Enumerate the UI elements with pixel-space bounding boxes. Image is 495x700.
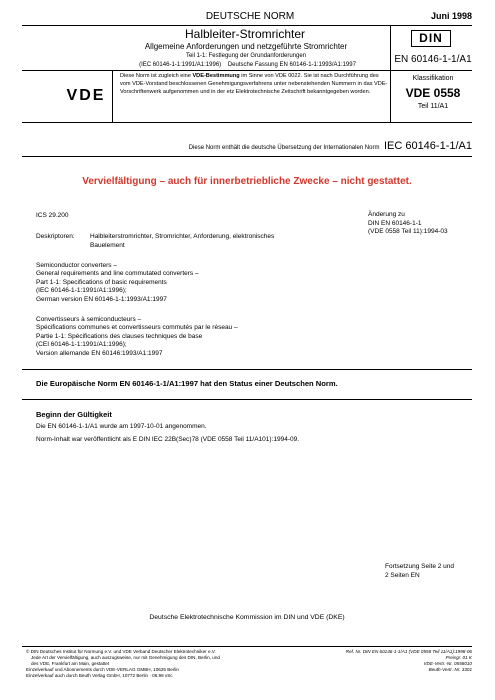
vde-notice-prefix: Diese Norm ist zugleich eine	[120, 73, 193, 79]
french-line: Version allemande EN 60146:1993/A1:1997	[36, 349, 163, 357]
norm-type: DEUTSCHE NORM	[205, 11, 295, 22]
english-line: General requirements and line commutated converters –	[36, 270, 199, 278]
english-line: Semiconductor converters –	[36, 262, 117, 269]
copy-warning: Vervielfältigung – auch für innerbetriebliche Zwecke – nicht gestattet.	[82, 176, 412, 187]
din-logo-text: DIN	[419, 31, 443, 45]
english-title-block	[36, 262, 336, 304]
title-sub: Allgemeine Anforderungen und netzgeführte Stromrichter	[144, 42, 348, 51]
vde-divider-right	[390, 70, 391, 122]
title-rule	[22, 70, 472, 71]
kommission: Deutsche Elektrotechnische Kommission im DIN und VDE (DKE)	[149, 614, 345, 621]
vde-teil: Teil 11/A1	[417, 103, 449, 110]
issue-date: Juni 1998	[430, 11, 472, 21]
footer-left-line: Jede Art der Vervielfältigung, auch auszugsweise, nur mit Genehmigung des DIN, Berlin, und	[31, 655, 220, 661]
aenderung-block	[368, 211, 478, 237]
title-part: Teil 1-1: Festlegung der Grundanforderungen	[185, 53, 307, 59]
footer-left-line: © DIN Deutsches Institut für Normung e.V. und VDE Verband Deutscher Elektrotechniker e.V.	[26, 649, 216, 654]
vde-notice	[120, 73, 388, 96]
aenderung-line: DIN EN 60146-1-1	[368, 219, 422, 227]
translation-rule	[22, 156, 472, 157]
footer-left-line: Einzelverkauf auch durch Beuth Verlag GmbH, 10772 Berlin · 06.98 vSc	[26, 673, 173, 679]
ics-code: ICS 29.200	[36, 212, 69, 219]
english-line: Part 1-1: Specifications of basic requirements	[36, 278, 167, 286]
header-rule	[22, 25, 472, 26]
din-logo	[411, 30, 451, 47]
deskriptoren-line: Bauelement	[90, 241, 125, 249]
deskriptoren-label: Deskriptoren:	[36, 233, 75, 240]
vde-notice-rest: im Sinne von VDE 0022. Sie ist nach Durchführung des vom VDE-Vorstand beschlossenen Genehmigungsverfahrens unter nebenstehenden Nummern in das VDE-Vorschriftenwerk aufgenommen und in der etz Elektrotechnische Zeitschrift bekanntgegeben worden.	[120, 73, 388, 95]
aenderung-line: (VDE 0558 Teil 11):1994-03	[368, 228, 448, 235]
french-title-block	[36, 316, 356, 358]
fortsetzung-line: Fortsetzung Seite 2 und	[385, 563, 455, 570]
section-rule-2	[22, 399, 472, 400]
vde-rule	[22, 122, 472, 123]
title-main: Halbleiter-Stromrichter	[184, 27, 306, 41]
french-line: (CEI 60146-1-1:1991/A1:1996);	[36, 341, 127, 349]
french-line: Partie 1-1: Spécifications des clauses techniques de base	[36, 332, 203, 340]
title-reference: (IEC 60146-1-1:1991/A1:1996) Deutsche Fassung EN 60146-1-1:1993/A1:1997	[139, 62, 356, 68]
status-statement: Die Europäische Norm EN 60146-1-1/A1:1997 hat den Status einer Deutschen Norm.	[36, 379, 338, 388]
footer-left-line: des VDE, Frankfurt am Main, gestattet	[31, 661, 110, 667]
french-line: Spécifications communes et convertisseurs commutés par le réseau –	[36, 324, 238, 332]
aenderung-line: Änderung zu	[368, 211, 405, 218]
footer-rule	[22, 646, 472, 647]
din-number: EN 60146-1-1/A1	[394, 54, 472, 65]
footer-left	[26, 649, 326, 679]
gueltigkeit-line-1: Die EN 60146-1-1/A1 wurde am 1997-10-01 angenommen.	[36, 423, 207, 430]
english-line: (IEC 60146-1-1:1991/A1:1996);	[36, 287, 127, 295]
section-rule-1	[22, 369, 472, 370]
deskriptoren-line: Halbleiterstromrichter, Stromrichter, Anforderung, elektronisches	[90, 233, 275, 240]
vde-divider-left	[112, 70, 113, 122]
translation-note	[22, 136, 472, 154]
english-line: German version EN 60146-1-1:1993/A1:1997	[36, 295, 167, 303]
gueltigkeit-line-2: Norm-Inhalt war veröffentlicht als E DIN IEC 22B(Sec)78 (VDE 0558 Teil 11/A101):1994-09.	[36, 436, 300, 443]
fortsetzung-line: 2 Seiten EN	[385, 571, 420, 579]
gueltigkeit-heading: Beginn der Gültigkeit	[36, 410, 112, 419]
footer-right-line: Preisgr. 01 K	[445, 655, 472, 661]
footer-right-line: Beuth-Vertr.-Nr. 3301	[428, 667, 472, 673]
french-line: Convertisseurs à semiconducteurs –	[36, 316, 142, 323]
vde-number: VDE 0558	[405, 86, 461, 100]
deskriptoren-text	[90, 233, 370, 250]
vde-logo: VDE	[66, 87, 106, 104]
fortsetzung	[385, 563, 475, 580]
footer-right	[300, 649, 472, 673]
footer-left-line: Einzelverkauf und Abonnements durch VDE-VERLAG GMBH, 10625 Berlin	[26, 667, 179, 673]
footer-right-line: VDE-Vertr.-Nr. 0558010	[423, 661, 472, 667]
klassifikation-label: Klassifikation	[412, 75, 454, 82]
iec-number: IEC 60146-1-1/A1	[383, 140, 472, 152]
footer-right-line: Ref. Nr. DIN EN 60146-1-1/A1 (VDE 0558 Teil 11/A1):1998-06	[345, 649, 472, 654]
din-box-divider	[390, 25, 391, 70]
translation-note-text: Diese Norm enthält die deutsche Übersetzung der Internationalen Norm	[188, 145, 380, 151]
vde-notice-bold: VDE-Bestimmung	[192, 73, 240, 79]
